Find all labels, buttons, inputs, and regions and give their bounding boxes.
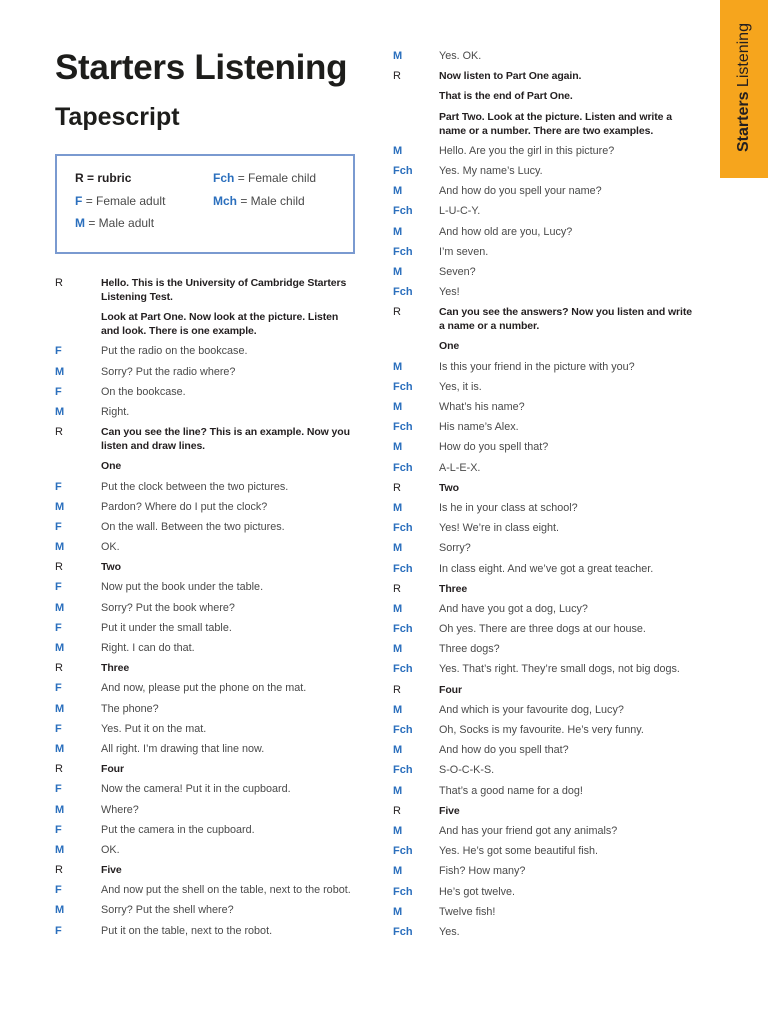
speaker-label: Fch — [393, 845, 413, 858]
dialogue-line — [55, 520, 359, 534]
dialogue-line — [55, 540, 359, 554]
dialogue-line — [393, 204, 697, 218]
line-text: And how do you spell your name? — [439, 185, 602, 198]
dialogue-line — [393, 461, 697, 475]
line-text: Now the camera! Put it in the cupboard. — [101, 783, 291, 796]
speaker-label: Fch — [393, 461, 413, 474]
dialogue-line — [393, 602, 697, 616]
line-text: And has your friend got any animals? — [439, 824, 618, 837]
line-text: Yes! We’re in class eight. — [439, 522, 560, 535]
dialogue-line — [55, 385, 359, 399]
line-text: And how do you spell that? — [439, 744, 569, 757]
dialogue-line — [55, 405, 359, 419]
dialogue-line — [393, 501, 697, 515]
dialogue-line — [393, 743, 697, 757]
line-text: His name’s Alex. — [439, 421, 519, 434]
speaker-label: Fch — [393, 205, 413, 218]
line-text: Sorry? Put the shell where? — [101, 904, 234, 917]
dialogue-line — [393, 245, 697, 259]
rubric-line — [55, 661, 359, 675]
legend-grid — [75, 167, 335, 235]
rubric-line — [393, 683, 697, 697]
legend-code: M — [75, 216, 85, 230]
speaker-label: M — [393, 865, 403, 878]
line-text: That is the end of Part One. — [439, 90, 573, 103]
speaker-label: M — [55, 803, 65, 816]
line-text: Put it on the table, next to the robot. — [101, 924, 273, 937]
dialogue-line — [393, 164, 697, 178]
speaker-label: F — [55, 722, 62, 735]
speaker-label: Fch — [393, 925, 413, 938]
line-text: Fish? How many? — [439, 865, 526, 878]
dialogue-line — [393, 420, 697, 434]
line-text: Three dogs? — [439, 643, 500, 656]
line-text: Put it under the small table. — [101, 621, 232, 634]
rubric-line — [55, 560, 359, 574]
line-text: And have you got a dog, Lucy? — [439, 602, 588, 615]
script-column-right — [393, 49, 697, 945]
speaker-label: F — [55, 520, 62, 533]
dialogue-line — [393, 784, 697, 798]
line-text: Sorry? Put the radio where? — [101, 365, 236, 378]
line-text: Three — [101, 662, 130, 675]
speaker-label: R — [55, 277, 63, 289]
dialogue-line — [393, 642, 697, 656]
dialogue-line — [393, 144, 697, 158]
dialogue-line — [393, 662, 697, 676]
dialogue-line — [55, 702, 359, 716]
line-text: And now put the shell on the table, next to the robot. — [101, 884, 351, 897]
speaker-label: Fch — [393, 380, 413, 393]
speaker-label: F — [55, 884, 62, 897]
dialogue-line — [55, 903, 359, 917]
speaker-label: F — [55, 924, 62, 937]
speaker-label: R — [55, 426, 63, 439]
line-text: Put the clock between the two pictures. — [101, 480, 289, 493]
dialogue-line — [55, 823, 359, 837]
section-tab — [720, 0, 768, 178]
rubric-line — [393, 305, 697, 333]
speaker-label: M — [393, 144, 403, 157]
dialogue-line — [55, 924, 359, 938]
line-text: That’s a good name for a dog! — [439, 784, 583, 797]
dialogue-line — [55, 344, 359, 358]
legend-item — [75, 167, 213, 190]
speaker-label: M — [393, 50, 403, 62]
line-text: And how old are you, Lucy? — [439, 225, 573, 238]
dialogue-line — [55, 641, 359, 655]
dialogue-line — [55, 580, 359, 594]
rubric-line — [55, 762, 359, 776]
speaker-label: M — [393, 905, 403, 918]
line-text: Sorry? — [439, 542, 471, 555]
dialogue-line — [393, 885, 697, 899]
dialogue-line — [55, 621, 359, 635]
speaker-label: Fch — [393, 724, 413, 736]
speaker-label: R — [55, 662, 63, 675]
dialogue-line — [393, 763, 697, 777]
dialogue-line — [55, 681, 359, 695]
line-text: Right. — [101, 405, 130, 418]
section-tab-secondary: Listening — [735, 23, 752, 88]
line-text: Hello. This is the University of Cambridge Starters Listening Test. — [101, 277, 347, 303]
line-text: Oh yes. There are three dogs at our house. — [439, 623, 646, 636]
dialogue-line — [55, 803, 359, 817]
line-text: Yes. My name’s Lucy. — [439, 164, 543, 177]
line-text: The phone? — [101, 702, 159, 715]
line-text: I’m seven. — [439, 245, 489, 258]
speaker-label: Fch — [393, 245, 413, 258]
speaker-label: M — [393, 744, 403, 757]
speaker-label: M — [55, 405, 65, 418]
line-text: How do you spell that? — [439, 441, 549, 454]
speaker-label: M — [393, 401, 403, 413]
speaker-label: Fch — [393, 286, 413, 299]
line-text: Yes. He’s got some beautiful fish. — [439, 845, 599, 858]
speaker-label: M — [55, 601, 65, 614]
speaker-label: M — [393, 265, 403, 278]
line-text: Now put the book under the table. — [101, 581, 264, 594]
speaker-label: Fch — [393, 522, 413, 535]
line-text: Three — [439, 582, 468, 595]
speaker-label: F — [55, 385, 62, 398]
line-text: On the bookcase. — [101, 385, 186, 398]
line-text: Can you see the answers? Now you listen and write a name or a number. — [439, 306, 692, 333]
legend-item — [213, 167, 335, 190]
speaker-key-box — [55, 154, 355, 254]
speaker-label: R — [55, 561, 63, 574]
speaker-label: M — [55, 702, 65, 715]
line-text: Hello. Are you the girl in this picture? — [439, 144, 615, 157]
dialogue-line — [55, 722, 359, 736]
rubric-line — [393, 89, 697, 103]
legend-meaning: = rubric — [87, 171, 132, 185]
dialogue-line — [393, 703, 697, 717]
line-text: L-U-C-Y. — [439, 205, 481, 218]
speaker-label: Fch — [393, 623, 413, 636]
rubric-line — [55, 425, 359, 453]
line-text: Yes. Put it on the mat. — [101, 722, 207, 735]
speaker-label: Fch — [393, 562, 413, 575]
line-text: Right. I can do that. — [101, 642, 195, 654]
rubric-line — [55, 863, 359, 877]
line-text: Yes. OK. — [439, 50, 482, 62]
legend-meaning: = Male child — [240, 193, 305, 208]
legend-code: Fch — [213, 171, 235, 185]
legend-item — [75, 212, 213, 235]
line-text: Five — [439, 804, 460, 817]
dialogue-line — [55, 480, 359, 494]
legend-meaning: = Female adult — [85, 193, 166, 208]
dialogue-line — [393, 521, 697, 535]
line-text: OK. — [101, 541, 120, 554]
legend-meaning: = Female child — [237, 171, 317, 185]
dialogue-line — [55, 782, 359, 796]
line-text: Two — [439, 481, 459, 494]
line-text: Seven? — [439, 265, 476, 278]
line-text: Yes. That’s right. They’re small dogs, not big dogs. — [439, 663, 680, 676]
speaker-label: M — [393, 441, 403, 454]
section-tab-label — [720, 0, 768, 178]
dialogue-line — [55, 500, 359, 514]
line-text: Is he in your class at school? — [439, 501, 578, 514]
script-column-left — [55, 276, 359, 944]
speaker-label: R — [393, 70, 401, 83]
line-text: In class eight. And we’ve got a great teacher. — [439, 562, 654, 575]
dialogue-line — [393, 380, 697, 394]
line-text: A-L-E-X. — [439, 461, 481, 474]
speaker-label: Fch — [393, 885, 413, 898]
legend-code: Mch — [213, 193, 237, 208]
line-text: Put the camera in the cupboard. — [101, 823, 255, 836]
speaker-label: M — [55, 500, 65, 513]
speaker-label: F — [55, 682, 62, 695]
rubric-line — [55, 276, 359, 304]
speaker-label: F — [55, 345, 62, 358]
legend-item — [213, 190, 335, 213]
rubric-line — [393, 481, 697, 495]
speaker-label: M — [55, 742, 65, 755]
speaker-label: F — [55, 581, 62, 594]
speaker-label: R — [393, 683, 401, 696]
page-title: Starters Listening — [55, 48, 348, 87]
speaker-label: R — [393, 481, 401, 494]
speaker-label: R — [55, 763, 63, 776]
dialogue-line — [393, 844, 697, 858]
dialogue-line — [393, 925, 697, 939]
dialogue-line — [393, 905, 697, 919]
rubric-line — [393, 339, 697, 353]
line-text: Put the radio on the bookcase. — [101, 345, 248, 358]
legend-item — [75, 190, 213, 213]
dialogue-line — [393, 440, 697, 454]
speaker-label: R — [55, 864, 63, 877]
line-text: Where? — [101, 803, 139, 816]
rubric-line — [55, 459, 359, 473]
speaker-label: F — [55, 621, 62, 634]
line-text: And which is your favourite dog, Lucy? — [439, 703, 624, 716]
speaker-label: M — [393, 643, 403, 656]
line-text: Two — [101, 561, 121, 574]
rubric-line — [393, 582, 697, 596]
dialogue-line — [55, 601, 359, 615]
line-text: Can you see the line? This is an example. Now you listen and draw lines. — [101, 426, 350, 453]
line-text: What’s his name? — [439, 401, 525, 413]
line-text: Oh, Socks is my favourite. He’s very funny. — [439, 724, 644, 736]
dialogue-line — [55, 843, 359, 857]
line-text: And now, please put the phone on the mat. — [101, 682, 307, 695]
section-tab-primary: Starters — [735, 91, 752, 152]
line-text: Four — [101, 763, 124, 776]
line-text: Five — [101, 864, 122, 877]
line-text: Pardon? Where do I put the clock? — [101, 500, 268, 513]
speaker-label: F — [55, 823, 62, 836]
speaker-label: M — [393, 225, 403, 238]
line-text: One — [101, 460, 122, 473]
line-text: Now listen to Part One again. — [439, 70, 582, 83]
dialogue-line — [393, 285, 697, 299]
speaker-label: F — [55, 480, 62, 493]
speaker-label: M — [393, 185, 403, 198]
dialogue-line — [55, 883, 359, 897]
speaker-label: M — [393, 501, 403, 514]
line-text: He’s got twelve. — [439, 885, 516, 898]
speaker-label: M — [55, 904, 65, 917]
rubric-line — [55, 310, 359, 338]
line-text: One — [439, 340, 460, 353]
dialogue-line — [393, 622, 697, 636]
speaker-label: Fch — [393, 764, 413, 777]
speaker-label: R — [393, 804, 401, 817]
line-text: All right. I’m drawing that line now. — [101, 742, 265, 755]
speaker-label: M — [393, 824, 403, 837]
speaker-label: F — [55, 783, 62, 796]
line-text: Look at Part One. Now look at the picture. Listen and look. There is one example. — [101, 311, 339, 338]
speaker-label: R — [393, 582, 401, 595]
dialogue-line — [55, 742, 359, 756]
page-subtitle: Tapescript — [55, 103, 180, 131]
line-text: Yes! — [439, 286, 460, 299]
dialogue-line — [393, 360, 697, 374]
rubric-line — [393, 110, 697, 138]
line-text: On the wall. Between the two pictures. — [101, 520, 285, 533]
dialogue-line — [393, 723, 697, 737]
speaker-label: Fch — [393, 663, 413, 676]
dialogue-line — [393, 541, 697, 555]
speaker-label: M — [393, 784, 403, 797]
dialogue-line — [393, 400, 697, 414]
speaker-label: M — [393, 360, 403, 373]
speaker-label: M — [393, 542, 403, 555]
speaker-label: M — [393, 703, 403, 716]
speaker-label: M — [55, 843, 65, 856]
line-text: Sorry? Put the book where? — [101, 601, 235, 614]
speaker-label: M — [55, 541, 65, 554]
legend-meaning: = Male adult — [88, 216, 155, 230]
dialogue-line — [393, 864, 697, 878]
speaker-label: R — [393, 306, 401, 319]
dialogue-line — [393, 562, 697, 576]
speaker-label: M — [55, 365, 65, 378]
rubric-line — [393, 69, 697, 83]
line-text: S-O-C-K-S. — [439, 764, 495, 777]
legend-code: F — [75, 193, 83, 208]
dialogue-line — [393, 184, 697, 198]
line-text: Is this your friend in the picture with you? — [439, 360, 635, 373]
dialogue-line — [393, 225, 697, 239]
speaker-label: M — [55, 642, 65, 654]
line-text: Yes. — [439, 925, 460, 938]
dialogue-line — [393, 49, 697, 63]
dialogue-line — [393, 265, 697, 279]
speaker-label: M — [393, 602, 403, 615]
line-text: OK. — [101, 843, 120, 856]
line-text: Twelve fish! — [439, 905, 496, 918]
dialogue-line — [55, 365, 359, 379]
legend-code: R — [75, 171, 84, 185]
dialogue-line — [393, 824, 697, 838]
speaker-label: Fch — [393, 164, 413, 177]
rubric-line — [393, 804, 697, 818]
line-text: Part Two. Look at the picture. Listen and write a name or a number. There are two examples. — [439, 110, 672, 137]
line-text: Yes, it is. — [439, 380, 482, 393]
speaker-label: Fch — [393, 421, 413, 434]
line-text: Four — [439, 683, 462, 696]
